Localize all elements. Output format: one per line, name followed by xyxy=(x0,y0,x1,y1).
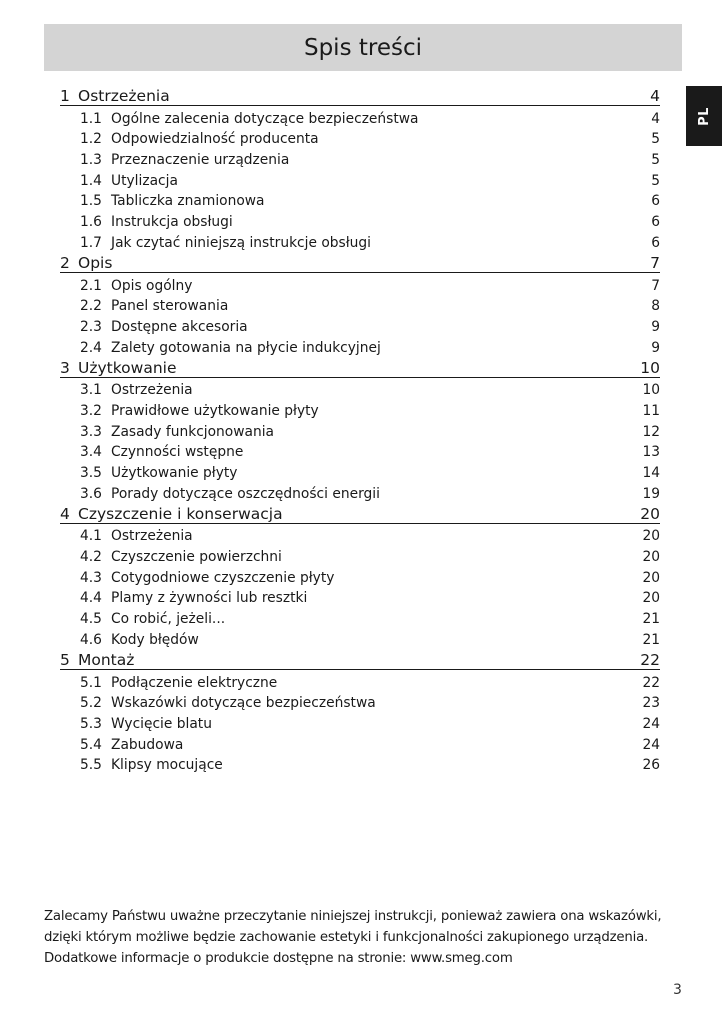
toc-item-title: Opis ogólny xyxy=(111,277,193,294)
toc-item-row xyxy=(60,189,660,210)
toc-section-row xyxy=(60,356,660,378)
toc-section-number: 5 xyxy=(60,650,70,669)
toc-item-page: 8 xyxy=(651,298,660,315)
toc-item-row xyxy=(60,419,660,440)
toc-item-number: 5.3 xyxy=(80,715,102,732)
toc-item-number: 4.6 xyxy=(80,631,102,648)
toc-item-title: Podłączenie elektryczne xyxy=(111,674,278,691)
toc-item-page: 11 xyxy=(642,402,660,419)
toc-item-page: 13 xyxy=(642,444,660,461)
toc-item-page: 4 xyxy=(651,110,660,127)
toc-item-title: Zabudowa xyxy=(111,736,184,753)
toc-item-row xyxy=(60,627,660,648)
toc-item-page: 20 xyxy=(642,569,660,586)
toc-item-number: 4.1 xyxy=(80,528,102,545)
toc-section-page: 20 xyxy=(640,504,660,523)
toc-item-page: 5 xyxy=(651,152,660,169)
toc-item-number: 2.2 xyxy=(80,298,102,315)
toc-item-row xyxy=(60,440,660,461)
toc-section-row xyxy=(60,84,660,106)
toc-item-page: 9 xyxy=(651,339,660,356)
toc-item-title: Wskazówki dotyczące bezpieczeństwa xyxy=(111,695,376,712)
toc-item-number: 1.3 xyxy=(80,152,102,169)
toc-item-number: 5.2 xyxy=(80,695,102,712)
toc-item-number: 3.1 xyxy=(80,382,102,399)
toc-item-page: 12 xyxy=(642,423,660,440)
toc-item-title: Co robić, jeżeli... xyxy=(111,611,226,628)
toc-item-title: Czynności wstępne xyxy=(111,444,244,461)
toc-item-page: 24 xyxy=(642,736,660,753)
toc-item-page: 20 xyxy=(642,590,660,607)
toc-section-page: 10 xyxy=(640,358,660,377)
toc-section-number: 2 xyxy=(60,253,70,272)
toc-item-title: Panel sterowania xyxy=(111,298,229,315)
toc-item-row xyxy=(60,209,660,230)
toc-item-number: 4.4 xyxy=(80,590,102,607)
toc-item-row xyxy=(60,481,660,502)
toc-item-row xyxy=(60,294,660,315)
toc-item-row xyxy=(60,378,660,399)
toc-item-number: 2.4 xyxy=(80,339,102,356)
toc-item-number: 4.2 xyxy=(80,549,102,566)
footer-line-2: dzięki którym możliwe będzie zachowanie estetyki i funkcjonalności zakupionego urządzenia. xyxy=(44,930,649,945)
toc-section-title: Montaż xyxy=(78,650,135,669)
toc-item-row xyxy=(60,670,660,691)
language-tab-label: PL xyxy=(696,106,712,126)
toc-item-number: 3.2 xyxy=(80,402,102,419)
toc-section-row xyxy=(60,251,660,273)
toc-item-title: Wycięcie blatu xyxy=(111,715,212,732)
table-of-contents xyxy=(60,84,660,773)
toc-item-page: 26 xyxy=(642,757,660,774)
toc-item-page: 6 xyxy=(651,214,660,231)
toc-item-page: 22 xyxy=(642,674,660,691)
toc-item-title: Odpowiedzialność producenta xyxy=(111,131,319,148)
toc-section-title: Ostrzeżenia xyxy=(78,87,170,105)
toc-item-row xyxy=(60,314,660,335)
toc-item-title: Prawidłowe użytkowanie płyty xyxy=(111,402,319,419)
toc-item-number: 4.5 xyxy=(80,611,102,628)
toc-item-row xyxy=(60,127,660,148)
toc-section-number: 4 xyxy=(60,504,70,523)
page-number: 3 xyxy=(673,982,682,998)
footer-line-3: Dodatkowe informacje o produkcie dostępne na stronie: www.smeg.com xyxy=(44,951,513,966)
toc-item-page: 10 xyxy=(642,382,660,399)
toc-item-page: 21 xyxy=(642,611,660,628)
toc-section-title: Użytkowanie xyxy=(78,358,177,377)
toc-item-number: 5.1 xyxy=(80,674,102,691)
toc-item-title: Zasady funkcjonowania xyxy=(111,423,275,440)
toc-section-title: Czyszczenie i konserwacja xyxy=(78,504,283,523)
toc-item-number: 1.4 xyxy=(80,172,102,189)
toc-item-row xyxy=(60,460,660,481)
toc-item-title: Jak czytać niniejszą instrukcje obsługi xyxy=(111,234,371,251)
toc-item-number: 3.3 xyxy=(80,423,102,440)
toc-item-number: 5.5 xyxy=(80,757,102,774)
toc-item-page: 24 xyxy=(642,715,660,732)
toc-item-page: 5 xyxy=(651,172,660,189)
toc-item-row xyxy=(60,147,660,168)
page-title: Spis treści xyxy=(303,34,423,61)
toc-item-row xyxy=(60,168,660,189)
toc-section-number: 1 xyxy=(60,87,70,105)
toc-section-page: 4 xyxy=(650,87,660,105)
footer-line-1: Zalecamy Państwu uważne przeczytanie niniejszej instrukcji, ponieważ zawiera ona wskazówki, xyxy=(44,909,662,924)
toc-item-page: 23 xyxy=(642,695,660,712)
toc-item-title: Klipsy mocujące xyxy=(111,757,223,774)
toc-item-number: 4.3 xyxy=(80,569,102,586)
toc-item-number: 5.4 xyxy=(80,736,102,753)
toc-item-number: 1.2 xyxy=(80,131,102,148)
toc-item-title: Kody błędów xyxy=(111,631,199,648)
toc-item-number: 1.7 xyxy=(80,234,102,251)
page-header xyxy=(44,24,682,71)
toc-section-page: 7 xyxy=(650,253,660,272)
toc-item-title: Porady dotyczące oszczędności energii xyxy=(111,485,380,502)
toc-item-page: 5 xyxy=(651,131,660,148)
toc-item-page: 7 xyxy=(651,277,660,294)
language-tab xyxy=(686,86,722,146)
toc-item-row xyxy=(60,544,660,565)
toc-item-title: Plamy z żywności lub resztki xyxy=(111,590,308,607)
toc-item-title: Użytkowanie płyty xyxy=(111,465,238,481)
toc-item-title: Utylizacja xyxy=(111,172,178,189)
toc-item-title: Ostrzeżenia xyxy=(111,528,193,545)
toc-item-row xyxy=(60,691,660,712)
toc-item-title: Ogólne zalecenia dotyczące bezpieczeństwa xyxy=(111,110,419,127)
toc-item-page: 19 xyxy=(642,485,660,502)
toc-item-title: Instrukcja obsługi xyxy=(111,214,233,231)
toc-item-page: 21 xyxy=(642,631,660,648)
toc-item-page: 9 xyxy=(651,318,660,335)
toc-item-number: 1.6 xyxy=(80,214,102,231)
toc-item-page: 20 xyxy=(642,549,660,566)
toc-item-row xyxy=(60,524,660,545)
toc-item-title: Dostępne akcesoria xyxy=(111,318,248,335)
toc-item-page: 6 xyxy=(651,234,660,251)
toc-item-row xyxy=(60,606,660,627)
toc-item-number: 3.6 xyxy=(80,485,102,502)
toc-item-row xyxy=(60,711,660,732)
toc-item-row xyxy=(60,106,660,127)
toc-item-page: 6 xyxy=(651,193,660,210)
toc-item-number: 3.5 xyxy=(80,465,102,481)
toc-item-title: Czyszczenie powierzchni xyxy=(111,549,282,566)
toc-item-row xyxy=(60,273,660,294)
toc-section-number: 3 xyxy=(60,358,70,377)
toc-section-page: 22 xyxy=(640,650,660,669)
toc-section-row xyxy=(60,648,660,670)
toc-item-number: 1.1 xyxy=(80,110,102,127)
toc-item-row xyxy=(60,565,660,586)
toc-item-number: 2.1 xyxy=(80,277,102,294)
toc-item-title: Tabliczka znamionowa xyxy=(111,193,265,210)
toc-section-title: Opis xyxy=(78,253,113,272)
toc-item-number: 1.5 xyxy=(80,193,102,210)
toc-item-number: 3.4 xyxy=(80,444,102,461)
toc-item-number: 2.3 xyxy=(80,318,102,335)
toc-item-row xyxy=(60,398,660,419)
toc-section-row xyxy=(60,502,660,524)
toc-item-row xyxy=(60,335,660,356)
toc-item-title: Przeznaczenie urządzenia xyxy=(111,152,290,169)
footer-note xyxy=(44,906,684,969)
toc-item-row xyxy=(60,732,660,753)
toc-item-row xyxy=(60,753,660,774)
toc-item-row xyxy=(60,586,660,607)
toc-item-page: 14 xyxy=(642,465,660,481)
toc-item-title: Zalety gotowania na płycie indukcyjnej xyxy=(111,339,381,356)
toc-item-row xyxy=(60,230,660,251)
toc-item-title: Ostrzeżenia xyxy=(111,382,193,399)
toc-item-page: 20 xyxy=(642,528,660,545)
toc-item-title: Cotygodniowe czyszczenie płyty xyxy=(111,569,335,586)
